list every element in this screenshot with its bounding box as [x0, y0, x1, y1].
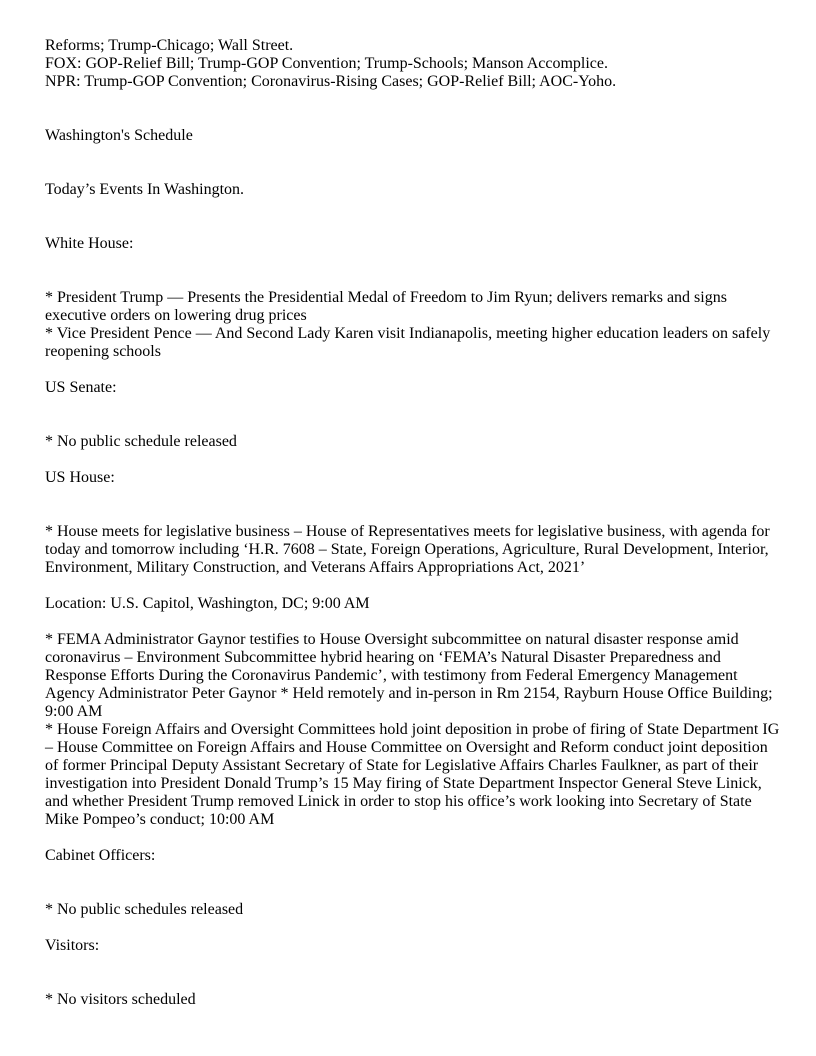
senate-item: * No public schedule released [45, 433, 237, 450]
summary-line: Reforms; Trump-Chicago; Wall Street. [45, 37, 294, 54]
white-house-items [45, 289, 780, 361]
house-hearings [45, 631, 780, 829]
visitors-heading: Visitors: [45, 937, 100, 954]
schedule-title: Washington's Schedule [45, 127, 193, 144]
cabinet-heading: Cabinet Officers: [45, 847, 156, 864]
visitors-item: * No visitors scheduled [45, 991, 196, 1008]
summary-line-npr: NPR: Trump-GOP Convention; Coronavirus-Rising Cases; GOP-Relief Bill; AOC-Yoho. [45, 73, 617, 90]
summary-line-fox: FOX: GOP-Relief Bill; Trump-GOP Convention; Trump-Schools; Manson Accomplice. [45, 55, 608, 72]
house-heading: US House: [45, 469, 115, 486]
white-house-item-trump: * President Trump — Presents the Presidential Medal of Freedom to Jim Ryun; delivers remarks and signs executive orders on lowering drug prices [45, 289, 727, 324]
white-house-heading: White House: [45, 235, 134, 252]
cabinet-item: * No public schedules released [45, 901, 244, 918]
house-item-deposition: * House Foreign Affairs and Oversight Committees hold joint deposition in probe of firing of State Department IG – House Committee on Foreign Affairs and House Committee on Oversight and Reform conduct joint deposition of former Principal Deputy Assistant Secretary of State for Legislative Affairs Charles Faulkner, as part of their investigation into President Donald Trump’s 15 May firing of State Department Inspector General Steve Linick, and whether President Trump removed Linick in order to stop his office’s work looking into Secretary of State Mike Pompeo’s conduct; 10:00 AM [45, 721, 780, 828]
white-house-item-pence: * Vice President Pence — And Second Lady Karen visit Indianapolis, meeting higher education leaders on safely reopening schools [45, 325, 771, 360]
house-location: Location: U.S. Capitol, Washington, DC; 9:00 AM [45, 595, 370, 612]
media-summary [45, 37, 616, 91]
house-item-fema: * FEMA Administrator Gaynor testifies to House Oversight subcommittee on natural disaster response amid coronavirus – Environment Subcommittee hybrid hearing on ‘FEMA’s Natural Disaster Preparedness and Response Efforts During the Coronavirus Pandemic’, with testimony from Federal Emergency Management Agency Administrator Peter Gaynor * Held remotely and in-person in Rm 2154, Rayburn House Office Building; 9:00 AM [45, 631, 773, 720]
events-title: Today’s Events In Washington. [45, 181, 245, 198]
house-item-legislative: * House meets for legislative business – House of Representatives meets for legislative business, with agenda for today and tomorrow including ‘H.R. 7608 – State, Foreign Operations, Agriculture, Rural Development, Interior, Environment, Military Construction, and Veterans Affairs Appropriations Act, 2021’ [45, 523, 770, 576]
senate-heading: US Senate: [45, 379, 117, 396]
